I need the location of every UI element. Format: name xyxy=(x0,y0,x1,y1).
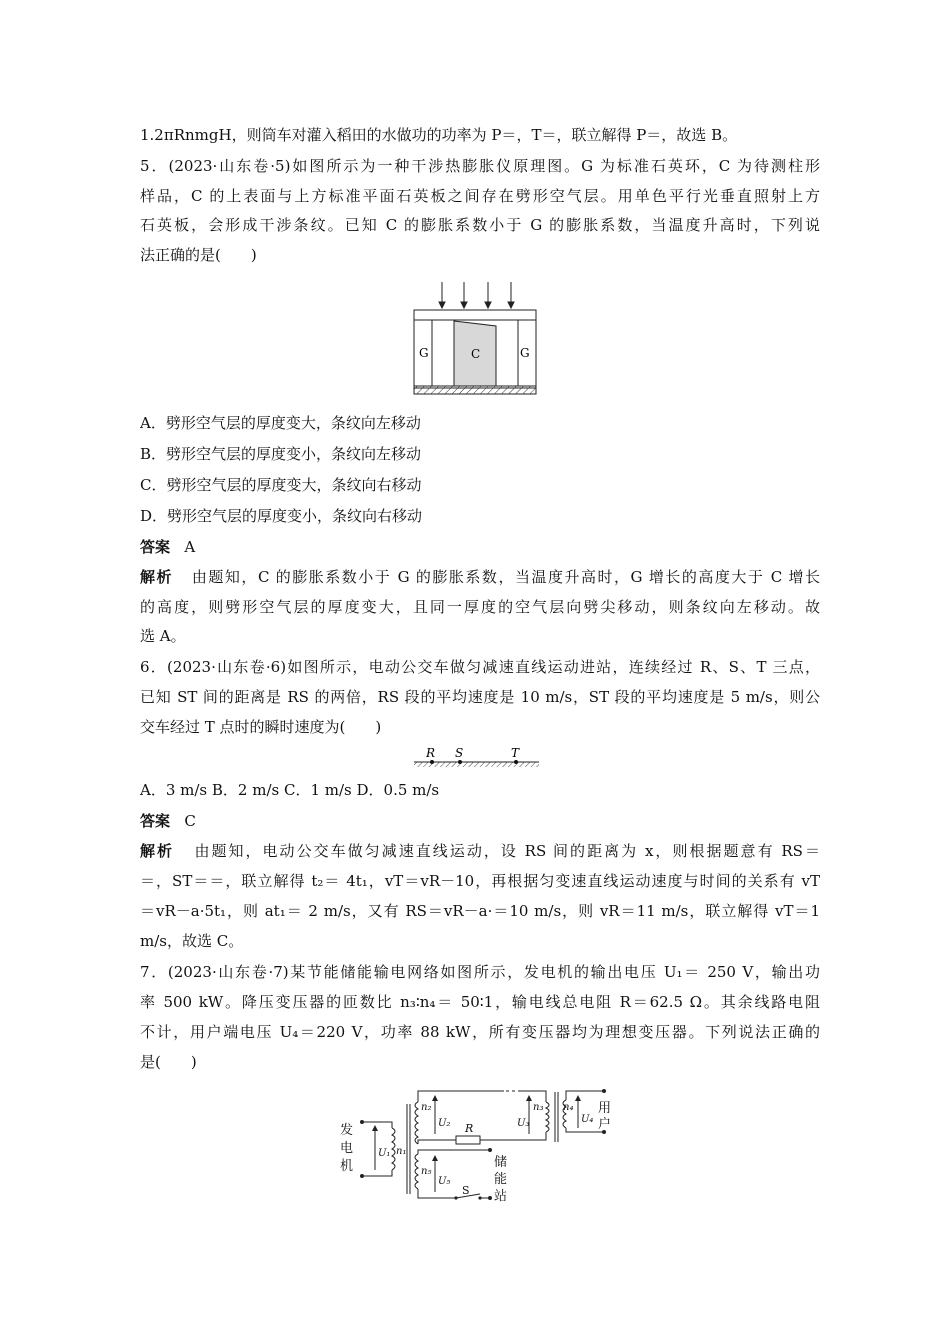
q5-answer-row xyxy=(140,536,820,558)
label-g-right: G xyxy=(520,346,530,360)
q5-analysis-line-1 xyxy=(140,566,820,588)
generator-label-2: 电 xyxy=(340,1141,354,1156)
q6-stem-line-1: 6．(2023·山东卷·6)如图所示，电动公交车做匀减速直线运动进站，连续经过 R、S、T 三点， xyxy=(140,658,820,676)
q7-stem-line-3: 不计，用户端电压 U₄＝220 V，功率 88 kW，所有变压器均为理想变压器。下列说法正确的 xyxy=(140,1023,820,1041)
label-r: R xyxy=(465,1122,474,1135)
q5-analysis-line-3: 选 A。 xyxy=(140,627,186,645)
user-label-1: 用 xyxy=(598,1101,612,1116)
point-t-label: T xyxy=(511,746,520,760)
storage-label-2: 能 xyxy=(494,1172,508,1187)
q7-power-network-figure xyxy=(334,1084,624,1210)
q5-stem-line-4: 法正确的是( ) xyxy=(140,246,257,264)
label-u1: U₁ xyxy=(378,1148,391,1159)
q6-analysis-label: 解析 xyxy=(140,842,175,860)
q6-analysis-line-1 xyxy=(140,840,820,862)
point-t-marker xyxy=(514,760,518,764)
q6-answer-row xyxy=(140,810,820,832)
q6-answer-label: 答案 xyxy=(140,812,171,830)
label-c: C xyxy=(471,347,481,361)
label-n4: n₄ xyxy=(563,1102,574,1113)
label-u3: U₃ xyxy=(517,1118,530,1129)
q7-stem-line-1: 7．(2023·山东卷·7)某节能储能输电网络如图所示，发电机的输出电压 U₁＝ 250 V，输出功 xyxy=(140,963,820,981)
q6-analysis-line-3: ＝vR－a·5t₁，则 at₁＝ 2 m/s，又有 RS＝vR－a·＝10 m/s，则 vR＝11 m/s，联立解得 vT＝1 xyxy=(140,902,820,920)
q6-analysis-line-4: m/s，故选 C。 xyxy=(140,932,244,950)
point-s-marker xyxy=(458,760,462,764)
q6-answer-value: C xyxy=(184,812,196,830)
q5-analysis-text-1: 由题知，C 的膨胀系数小于 G 的膨胀系数，当温度升高时，G 增长的高度大于 C 增长 xyxy=(191,568,820,586)
point-r-marker xyxy=(430,760,434,764)
point-r-label: R xyxy=(426,746,436,760)
user-label-2: 户 xyxy=(598,1117,612,1132)
q5-stem-line-3: 石英板，会形成干涉条纹。已知 C 的膨胀系数小于 G 的膨胀系数，当温度升高时，下列说 xyxy=(140,216,820,234)
point-s-label: S xyxy=(455,746,464,760)
label-n1: n₁ xyxy=(396,1146,407,1157)
q6-options: A．3 m/s B．2 m/s C．1 m/s D．0.5 m/s xyxy=(140,781,440,799)
label-s: S xyxy=(462,1184,470,1197)
generator-label-3: 机 xyxy=(340,1159,354,1174)
q5-option-a: A．劈形空气层的厚度变大，条纹向左移动 xyxy=(140,414,421,432)
q5-analysis-label: 解析 xyxy=(140,568,174,586)
label-n2: n₂ xyxy=(421,1102,432,1113)
q6-stem-line-2: 已知 ST 间的距离是 RS 的两倍，RS 段的平均速度是 10 m/s，ST 段的平均速度是 5 m/s，则公 xyxy=(140,688,820,706)
q5-answer-label: 答案 xyxy=(140,538,171,556)
q5-analysis-line-2: 的高度，则劈形空气层的厚度变大，且同一厚度的空气层向劈尖移动，则条纹向左移动。故 xyxy=(140,598,820,616)
label-g-left: G xyxy=(419,346,429,360)
q6-stem-line-3: 交车经过 T 点时的瞬时速度为( ) xyxy=(140,718,382,736)
q5-stem-line-2: 样品，C 的上表面与上方标准平面石英板之间存在劈形空气层。用单色平行光垂直照射上方 xyxy=(140,187,820,205)
light-arrows xyxy=(439,282,514,308)
q6-road-figure xyxy=(412,744,542,770)
q5-answer-value: A xyxy=(184,538,196,556)
q7-stem-line-4: 是( ) xyxy=(140,1053,197,1071)
q5-option-d: D．劈形空气层的厚度变小，条纹向右移动 xyxy=(140,507,423,525)
q4-solution-tail: 1.2πRnmgH，则筒车对灌入稻田的水做功的功率为 P＝，T＝，联立解得 P＝，故选 B。 xyxy=(140,126,738,144)
q5-option-c: C．劈形空气层的厚度变大，条纹向右移动 xyxy=(140,476,422,494)
q6-analysis-text-1: 由题知，电动公交车做匀减速直线运动，设 RS 间的距离为 x，则根据题意有 RS＝ xyxy=(194,842,820,860)
storage-label-3: 站 xyxy=(494,1189,508,1204)
q6-analysis-line-2: ＝，ST＝＝，联立解得 t₂＝ 4t₁，vT＝vR－10，再根据匀变速直线运动速度与时间的关系有 vT xyxy=(140,872,820,890)
label-u2: U₂ xyxy=(438,1118,451,1129)
label-n5: n₅ xyxy=(421,1166,432,1177)
generator-label-1: 发 xyxy=(340,1123,354,1138)
label-u5: U₅ xyxy=(438,1176,451,1187)
q5-interference-dilatometer-figure xyxy=(410,280,540,398)
q5-option-b: B．劈形空气层的厚度变小，条纹向左移动 xyxy=(140,445,422,463)
storage-label-1: 储 xyxy=(494,1155,508,1170)
q5-stem-line-1: 5．(2023·山东卷·5)如图所示为一种干涉热膨胀仪原理图。G 为标准石英环，C 为待测柱形 xyxy=(140,157,820,175)
label-u4: U₄ xyxy=(581,1114,594,1125)
label-n3: n₃ xyxy=(533,1102,544,1113)
q7-stem-line-2: 率 500 kW。降压变压器的匝数比 n₃∶n₄＝ 50∶1，输电线总电阻 R＝62.5 Ω。其余线路电阻 xyxy=(140,993,820,1011)
